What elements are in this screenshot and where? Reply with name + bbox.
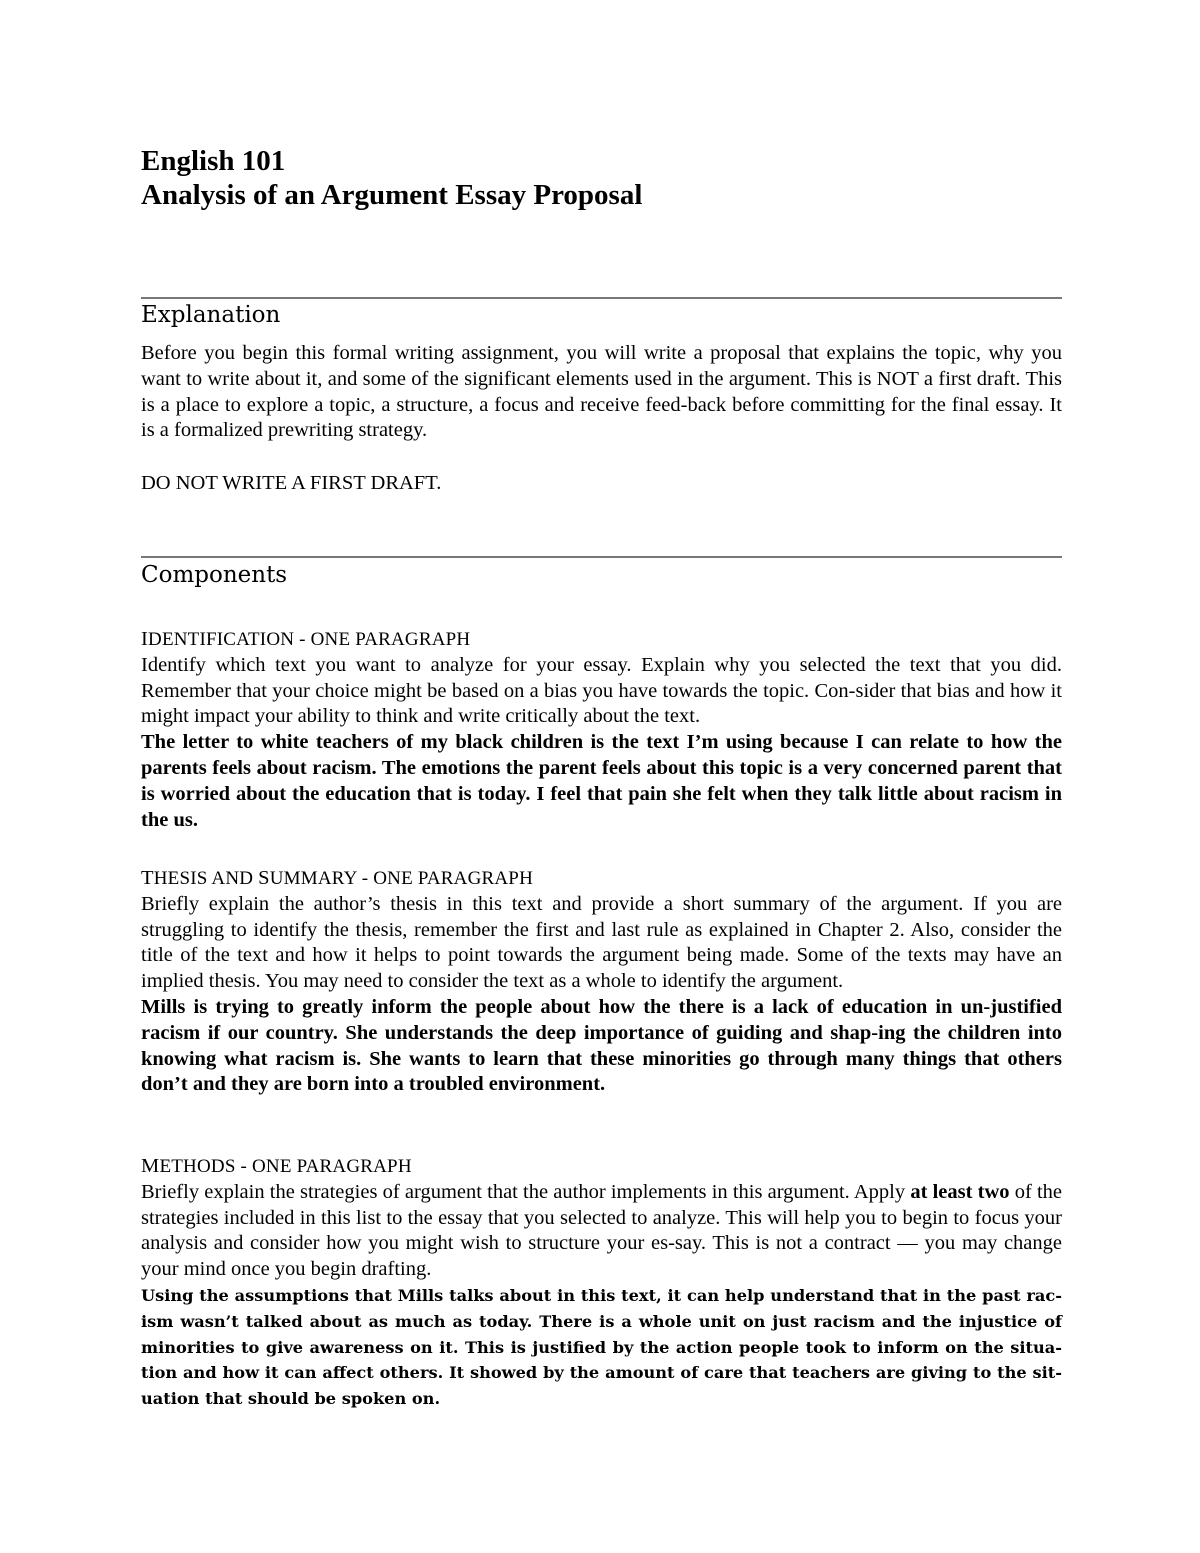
- warning-section: [141, 471, 1062, 497]
- thesis-label: THESIS AND SUMMARY - ONE PARAGRAPH: [141, 867, 533, 889]
- explanation-heading: Explanation: [141, 302, 281, 328]
- components-heading: Components: [141, 562, 288, 588]
- warning-text: DO NOT WRITE A FIRST DRAFT.: [141, 472, 442, 494]
- thesis-instructions: Briefly explain the author’s thesis in this text and provide a short summary of the argument. If you are struggling to identify the thesis, remember the first and last rule as explained in Chapter 2. Also, consider the title of the text and how it helps to point towards the argument being made. Some of the texts may have an implied thesis. You may need to consider the text as a whole to identify the argument.: [141, 892, 1062, 993]
- identification-response: The letter to white teachers of my black children is the text I’m using because I can relate to how the parents feels about racism. The emotions the parent feels about this topic is a very concerned parent that is worried about the education that is today. I feel that pain she felt when they talk little about racism in the us.: [141, 731, 1062, 831]
- explanation-paragraph: Before you begin this formal writing assignment, you will write a proposal that explains the topic, why you want to write about it, and some of the significant elements used in the argument. This is NOT a first draft. This is a place to explore a topic, a structure, a focus and receive feed-back before committing for the final essay. It is a formalized prewriting strategy.: [141, 342, 1062, 442]
- section-divider: [141, 556, 1062, 558]
- section-divider: [141, 297, 1062, 299]
- course-title: English 101: [141, 145, 286, 177]
- methods-response: Using the assumptions that Mills talks about in this text, it can help understand that in the past rac-ism wasn’t talked about as much as today. There is a whole unit on just racism and the injustice of minorities to give awareness on it. This is justified by the action people took to inform on the situa-tion and how it can affect others. It showed by the amount of care that teachers are giving to the sit-uation that should be spoken on.: [141, 1285, 1062, 1409]
- assignment-title: Analysis of an Argument Essay Proposal: [141, 179, 643, 211]
- identification-section: [141, 627, 1062, 833]
- methods-emphasis: at least two: [910, 1180, 1010, 1203]
- thesis-response: Mills is trying to greatly inform the people about how the there is a lack of education in un-justified racism if our country. She understands the deep importance of guiding and shap-ing the children into knowing what racism is. She wants to learn that these minorities go through many things that others don’t and they are born into a troubled environment.: [141, 995, 1062, 1096]
- document-title: [141, 144, 1061, 212]
- thesis-section: [141, 866, 1062, 1098]
- methods-section: [141, 1154, 1062, 1412]
- explanation-section: [141, 341, 1062, 444]
- identification-instructions: Identify which text you want to analyze for your essay. Explain why you selected the text that you did. Remember that your choice might be based on a bias you have towards the topic. Con-sider that bias and how it might impact your ability to think and write critically about the text.: [141, 653, 1062, 728]
- methods-instructions: Briefly explain the strategies of argument that the author implements in this argument. Apply at least two of the strategies included in this list to the essay that you selected to analyze. This will help you to begin to focus your analysis and consider how you might wish to structure your es-say. This is not a contract — you may change your mind once you begin drafting.: [141, 1180, 1062, 1281]
- identification-label: IDENTIFICATION - ONE PARAGRAPH: [141, 628, 471, 650]
- methods-label: METHODS - ONE PARAGRAPH: [141, 1155, 412, 1177]
